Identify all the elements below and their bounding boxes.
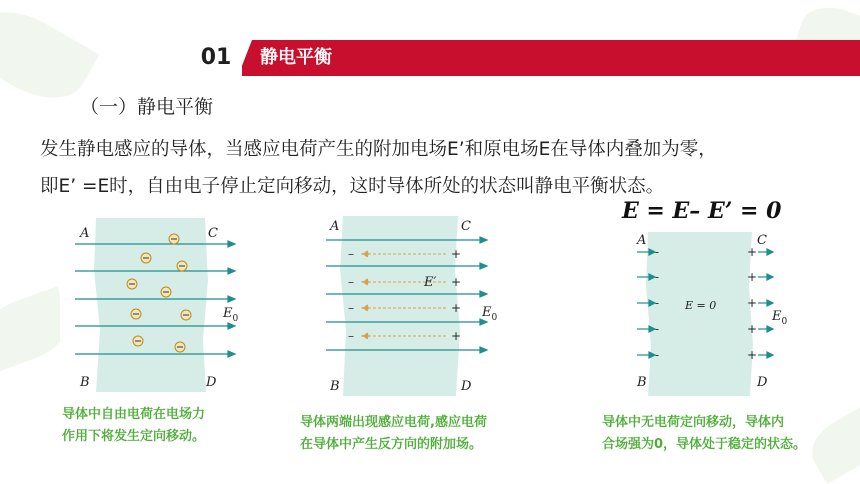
svg-text:+: + [747,296,758,310]
svg-text:-: - [655,270,660,284]
section-banner [190,40,860,76]
label-a: A [637,233,647,248]
label-inner-field: E = 0 [685,299,717,312]
caption-3 [602,412,806,456]
label-b: B [330,379,340,394]
caption-3-line-1: 导体中无电荷定向移动，导体内 [602,415,785,430]
conductor-body [340,216,460,396]
label-c: C [461,219,471,234]
label-d: D [206,375,217,390]
conductor-body [646,232,753,396]
svg-text:-: - [655,296,660,310]
svg-text:-: - [655,322,660,336]
caption-1-line-1: 导体中自由电荷在电场力 [62,407,206,422]
diagram-equilibrium [615,226,805,402]
section-number: 01 [190,40,242,76]
svg-text:+: + [451,329,462,343]
section-title: 静电平衡 [260,47,332,68]
svg-text:–: – [348,301,354,315]
label-e0: $E_0$ [772,309,788,327]
svg-text:+: + [747,348,758,362]
svg-text:–: – [348,329,354,343]
diagram-1-svg [60,210,255,400]
svg-text:-: - [655,245,660,259]
label-d: D [757,375,768,390]
label-b: B [637,375,647,390]
svg-text:+: + [747,245,758,259]
svg-text:+: + [451,275,462,289]
subheading: （一）静电平衡 [80,96,214,118]
caption-2-line-2: 在导体中产生反方向的附加场。 [300,437,483,452]
label-e0: $E_0$ [223,306,239,324]
svg-text:+: + [747,322,758,336]
caption-1 [62,404,205,448]
label-a: A [80,226,90,241]
leaf-decoration [802,406,860,484]
svg-text:+: + [451,301,462,315]
caption-2 [300,412,487,456]
label-e0: $E_0$ [482,305,498,323]
paragraph-line-1: 发生静电感应的导体，当感应电荷产生的附加电场E’和原电场E在导体内叠加为零， [40,139,717,160]
svg-text:–: – [348,275,354,289]
label-b: B [80,375,90,390]
label-e-prime: E′ [424,275,437,290]
caption-3-line-2: 合场强为0，导体处于稳定的状态。 [602,437,807,452]
diagram-2-svg [318,210,510,400]
label-d: D [461,379,472,394]
diagram-3-svg [615,226,805,402]
svg-text:-: - [655,348,660,362]
label-c: C [208,226,218,241]
diagram-free-charges [60,210,255,400]
svg-text:+: + [451,247,462,261]
svg-text:–: – [348,247,354,261]
paragraph-line-2: 即E’ =E时，自由电子停止定向移动，这时导体所处的状态叫静电平衡状态。 [40,176,665,197]
formula: E = E– E’ = 0 [622,198,782,224]
svg-text:+: + [747,270,758,284]
caption-1-line-2: 作用下将发生定向移动。 [62,429,206,444]
label-c: C [757,233,767,248]
diagram-induced-charges [318,210,510,400]
label-a: A [330,219,340,234]
caption-2-line-1: 导体两端出现感应电荷,感应电荷 [300,415,487,430]
